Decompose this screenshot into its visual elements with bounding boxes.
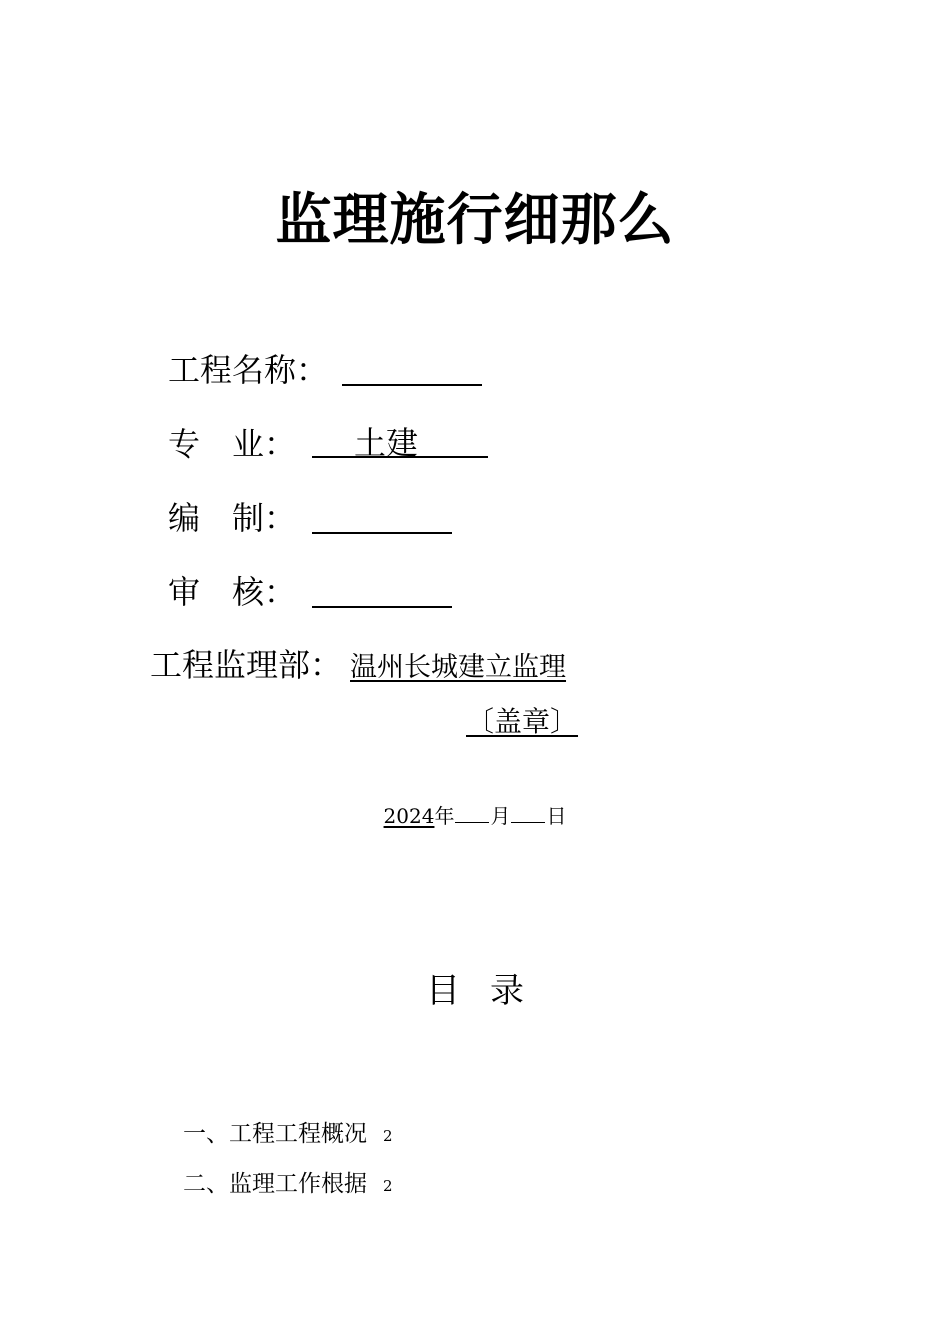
toc-item[interactable] — [183, 1165, 393, 1198]
toc-item-label: 一、工程工程概况 — [183, 1121, 367, 1147]
seal-text: 〔盖章〕 — [466, 705, 579, 738]
date-line — [0, 800, 950, 829]
date-month-suffix: 月 — [490, 804, 511, 828]
field-label: 编 制： — [168, 499, 297, 537]
department-name: 温州长城建立监理 — [350, 652, 567, 683]
field-department — [150, 645, 566, 688]
field-project-name — [168, 350, 482, 390]
field-value: 土建 — [312, 426, 488, 458]
date-day-blank — [511, 804, 545, 823]
field-reviewer — [168, 572, 452, 612]
toc-item-page: 2 — [383, 1127, 393, 1145]
toc-item-label: 二、监理工作根据 — [183, 1171, 367, 1197]
field-specialty — [168, 424, 488, 464]
date-day-suffix: 日 — [546, 804, 567, 828]
seal-note — [466, 700, 578, 740]
toc-title: 目录 — [426, 971, 554, 1011]
field-label: 专 业： — [168, 425, 297, 463]
field-label: 工程名称： — [168, 351, 329, 389]
date-year-suffix: 年 — [434, 804, 455, 828]
field-value-blank — [312, 574, 452, 608]
field-label: 审 核： — [168, 573, 297, 611]
document-title: 监理施行细那么 — [275, 188, 675, 253]
toc-item-page: 2 — [383, 1177, 393, 1195]
date-year: 2024 — [383, 804, 435, 828]
field-value-blank — [312, 500, 452, 534]
toc-item[interactable] — [183, 1115, 393, 1148]
field-label: 工程监理部： — [150, 646, 343, 684]
date-month-blank — [455, 804, 489, 823]
field-compiler — [168, 498, 452, 538]
field-value-blank — [342, 352, 482, 386]
